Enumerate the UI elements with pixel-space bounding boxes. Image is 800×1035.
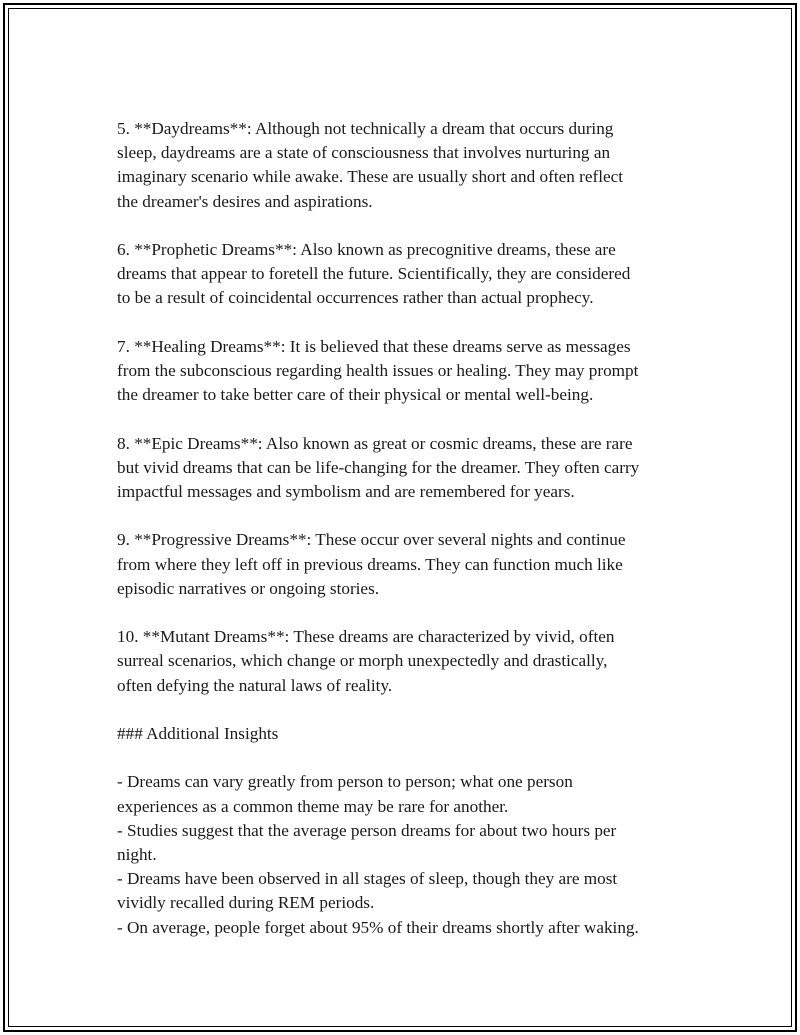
text-line: the dreamer to take better care of their physical or mental well-being. bbox=[117, 385, 594, 405]
text-line: imaginary scenario while awake. These are usually short and often reflect bbox=[117, 167, 624, 187]
heading-text: ### Additional Insights bbox=[117, 723, 279, 743]
text-line: to be a result of coincidental occurrences rather than actual prophecy. bbox=[117, 288, 594, 308]
text-line: experiences as a common theme may be rare for another. bbox=[117, 796, 509, 816]
text-line: 10. **Mutant Dreams**: These dreams are characterized by vivid, often bbox=[117, 627, 615, 647]
paragraph-item-8 bbox=[117, 432, 692, 505]
bullet-item bbox=[117, 770, 692, 818]
text-line: from where they left off in previous dreams. They can function much like bbox=[117, 554, 623, 574]
text-line: but vivid dreams that can be life-changing for the dreamer. They often carry bbox=[117, 457, 640, 477]
text-line: 9. **Progressive Dreams**: These occur over several nights and continue bbox=[117, 530, 626, 550]
paragraph-item-5 bbox=[117, 117, 692, 214]
text-line: the dreamer's desires and aspirations. bbox=[117, 191, 373, 211]
text-line: - On average, people forget about 95% of their dreams shortly after waking. bbox=[117, 917, 639, 937]
text-line: surreal scenarios, which change or morph unexpectedly and drastically, bbox=[117, 651, 608, 671]
text-line: from the subconscious regarding health issues or healing. They may prompt bbox=[117, 361, 639, 380]
text-line: - Dreams can vary greatly from person to person; what one person bbox=[117, 772, 573, 792]
text-line: 7. **Healing Dreams**: It is believed that these dreams serve as messages bbox=[117, 336, 631, 356]
text-line: - Dreams have been observed in all stages of sleep, though they are most bbox=[117, 869, 618, 889]
paragraph-item-7 bbox=[117, 335, 692, 408]
text-line: impactful messages and symbolism and are remembered for years. bbox=[117, 482, 575, 501]
text-line: night. bbox=[117, 844, 157, 864]
section-heading bbox=[117, 722, 692, 746]
bullet-item bbox=[117, 819, 692, 867]
text-line: 8. **Epic Dreams**: Also known as great or cosmic dreams, these are rare bbox=[117, 433, 633, 453]
text-line: 6. **Prophetic Dreams**: Also known as precognitive dreams, these are bbox=[117, 240, 616, 259]
text-line: episodic narratives or ongoing stories. bbox=[117, 578, 380, 598]
bullet-item bbox=[117, 867, 692, 915]
text-line: vividly recalled during REM periods. bbox=[117, 893, 375, 913]
paragraph-item-6 bbox=[117, 238, 692, 311]
bullet-item bbox=[117, 916, 692, 940]
text-line: sleep, daydreams are a state of consciousness that involves nurturing an bbox=[117, 143, 611, 163]
paragraph-item-9 bbox=[117, 528, 692, 601]
text-line: dreams that appear to foretell the future. Scientifically, they are considered bbox=[117, 264, 631, 284]
text-line: often defying the natural laws of reality. bbox=[117, 675, 393, 695]
document-body bbox=[117, 117, 692, 940]
text-line: - Studies suggest that the average person dreams for about two hours per bbox=[117, 820, 617, 840]
text-line: 5. **Daydreams**: Although not technically a dream that occurs during bbox=[117, 119, 614, 138]
paragraph-item-10 bbox=[117, 625, 692, 698]
